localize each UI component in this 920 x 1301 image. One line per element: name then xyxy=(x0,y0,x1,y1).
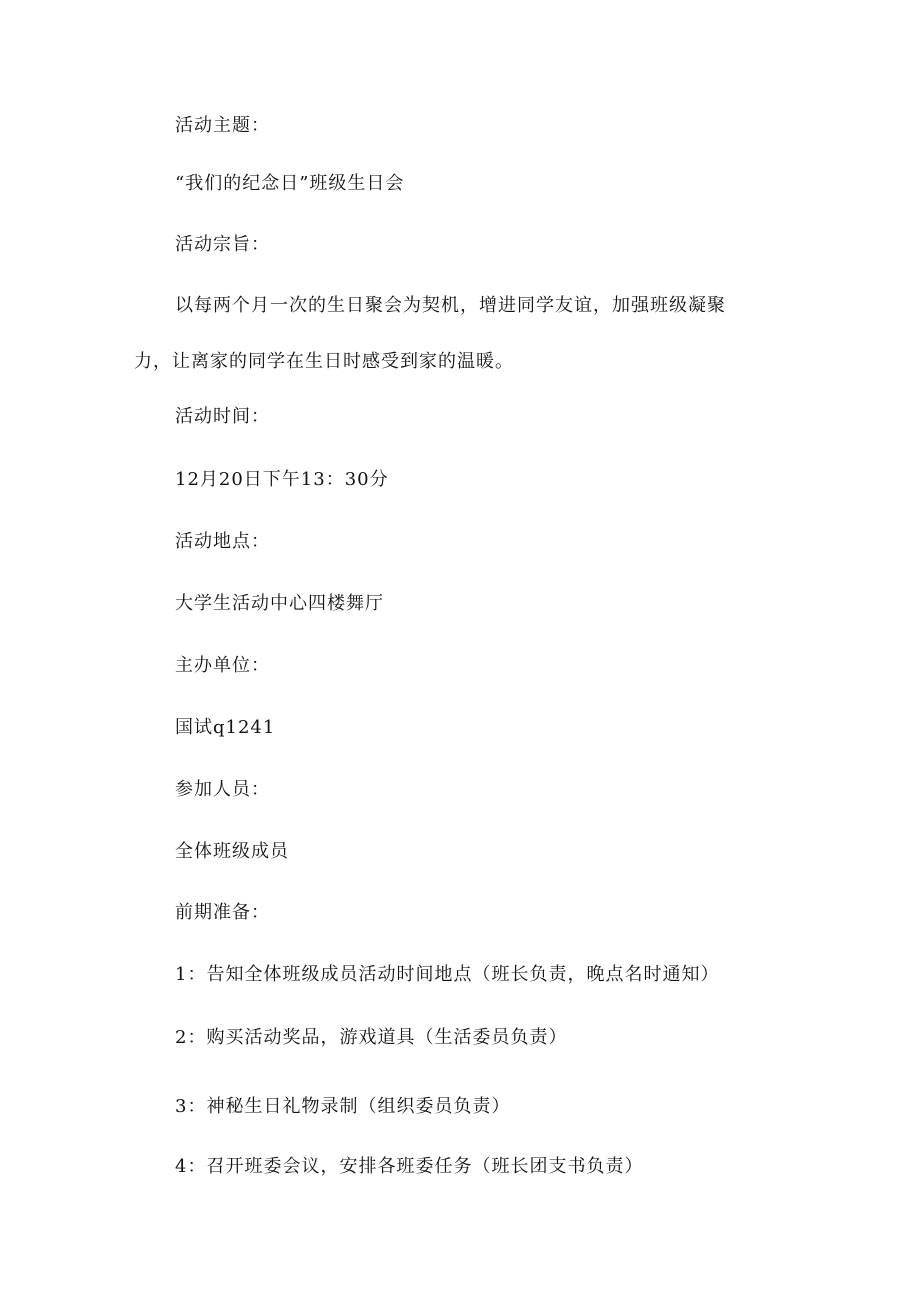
purpose-line-2: 力，让离家的同学在生日时感受到家的温暖。 xyxy=(134,351,514,372)
organizer-value: 国试q1241 xyxy=(175,717,276,738)
participants-value: 全体班级成员 xyxy=(175,841,289,862)
participants-label: 参加人员： xyxy=(175,779,270,800)
prep-item-4: 4：召开班委会议，安排各班委任务（班长团支书负责） xyxy=(175,1156,644,1177)
purpose-line-1: 以每两个月一次的生日聚会为契机，增进同学友谊，加强班级凝聚 xyxy=(175,295,726,316)
prep-item-2: 2：购买活动奖品，游戏道具（生活委员负责） xyxy=(175,1027,568,1048)
time-label: 活动时间： xyxy=(175,406,270,427)
prep-item-3: 3：神秘生日礼物录制（组织委员负责） xyxy=(175,1096,511,1117)
time-value: 12月20日下午13：30分 xyxy=(175,469,389,490)
prep-label: 前期准备： xyxy=(175,902,270,923)
prep-item-1: 1：告知全体班级成员活动时间地点（班长负责，晚点名时通知） xyxy=(175,964,720,985)
theme-label: 活动主题： xyxy=(175,115,270,136)
theme-value: “我们的纪念日”班级生日会 xyxy=(175,173,405,194)
purpose-paragraph xyxy=(134,294,774,374)
place-value: 大学生活动中心四楼舞厅 xyxy=(175,593,384,614)
organizer-label: 主办单位： xyxy=(175,655,270,676)
purpose-label: 活动宗旨： xyxy=(175,234,270,255)
place-label: 活动地点： xyxy=(175,531,270,552)
